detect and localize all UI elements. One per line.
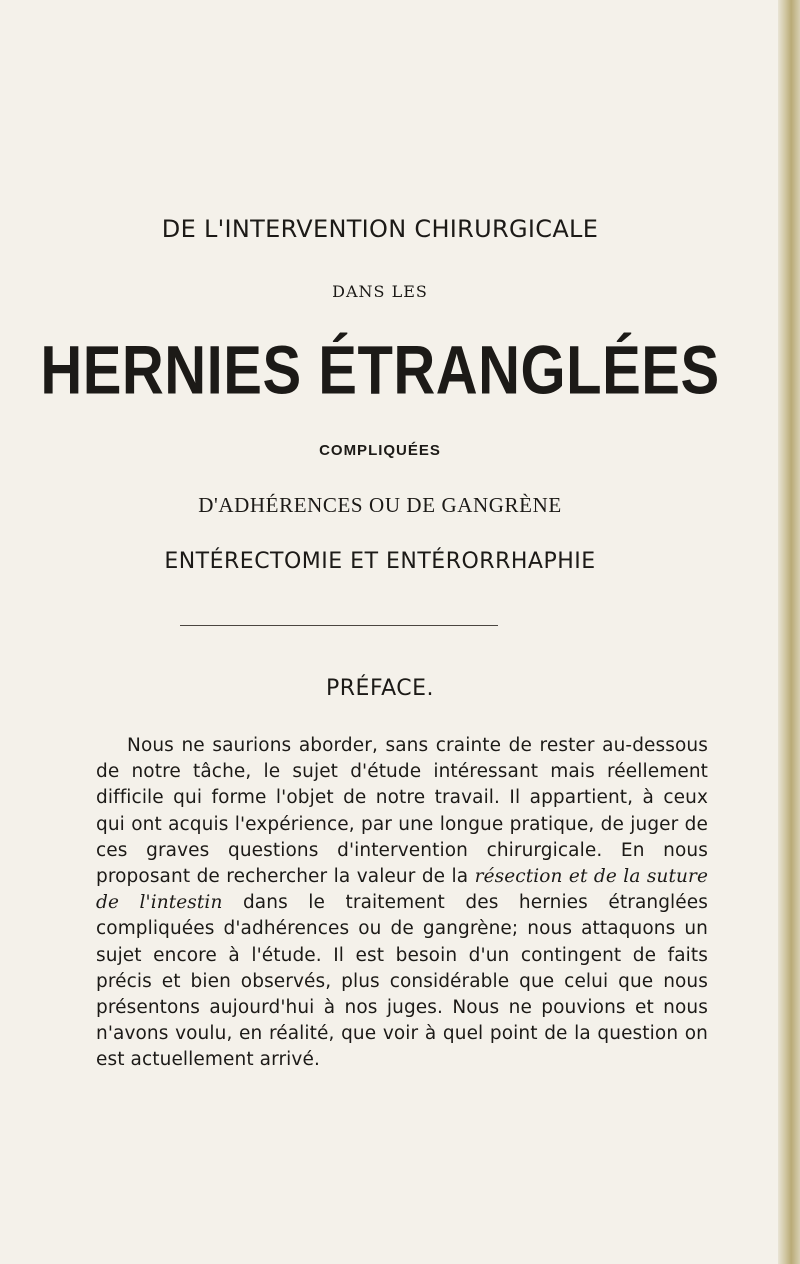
- preface-text-part1: Nous ne saurions aborder, sans crainte de rester au-dessous de notre tâche, le sujet d'étude intéressant mais réellement difficile qui forme l'objet de notre travail. Il appartient, à ceux qui ont acquis l'expérience, par une longue pratique, de juger de ces graves questions d'intervention chirurgicale. En nous proposant de rechercher la valeur de la: [96, 735, 708, 888]
- preface-text-part2: dans le traitement des hernies étranglées compliquées d'adhérences ou de gangrène; nous attaquons un sujet encore à l'étude. Il est besoin d'un contingent de faits précis et bien observés, plus considérable que celui que nous présentons aujourd'hui à nos juges. Nous ne pouvions et nous n'avons voulu, en réalité, que voir à quel point de la question on est actuellement arrivé.: [96, 892, 708, 1071]
- divider-rule: [180, 625, 498, 626]
- preface-paragraph: [96, 733, 708, 1074]
- title-line-2: DANS LES: [332, 282, 428, 301]
- preface-body: [96, 733, 708, 1074]
- main-title: HERNIES ÉTRANGLÉES: [40, 332, 720, 409]
- title-line-6: ENTÉRECTOMIE ET ENTÉRORRHAPHIE: [164, 549, 596, 574]
- title-line-4: COMPLIQUÉES: [319, 442, 441, 459]
- preface-heading: PRÉFACE.: [325, 676, 434, 701]
- title-line-5: D'ADHÉRENCES OU DE GANGRÈNE: [198, 493, 562, 517]
- preface-emphasis: résection et de la suture de l'intestin: [96, 866, 708, 914]
- title-line-1: DE L'INTERVENTION CHIRURGICALE: [161, 215, 599, 243]
- page-edge: [778, 0, 800, 1264]
